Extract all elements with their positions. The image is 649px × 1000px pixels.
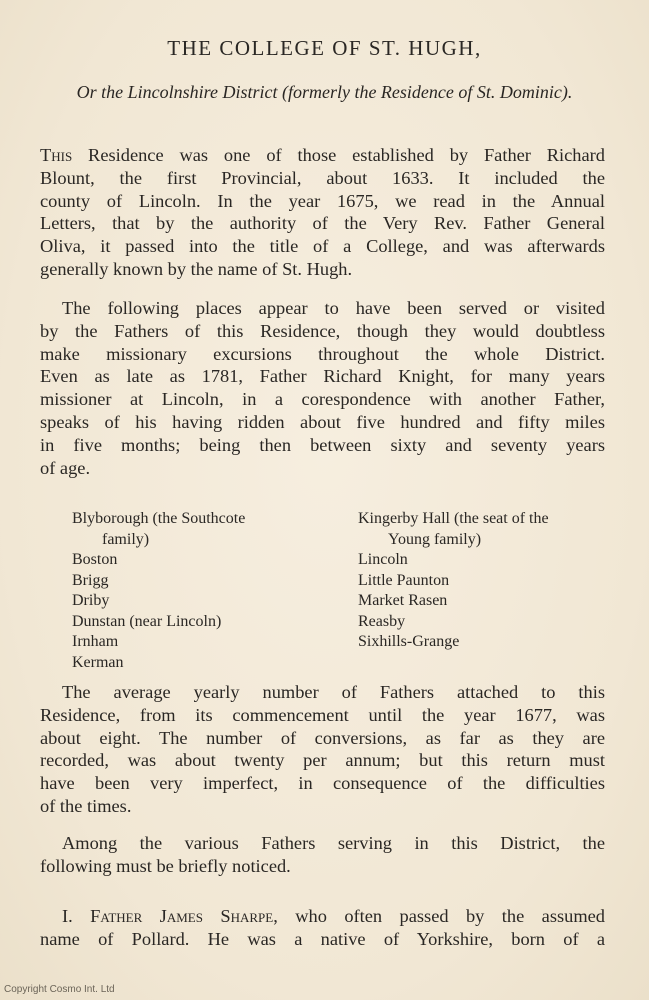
text-line: The average yearly number of Fathers attached to this — [62, 682, 605, 702]
text-line: of age. — [40, 457, 91, 478]
text-line: county of Lincoln. In the year 1675, we read in the Annual — [40, 190, 605, 211]
places-column-left — [72, 509, 302, 673]
text-line: in five months; being then between sixty and seventy years — [40, 434, 605, 455]
paragraph-sharpe — [40, 905, 605, 951]
drop-word: This — [40, 145, 73, 165]
text-line: about eight. The number of conversions, as far as they are — [40, 727, 605, 748]
text-line: speaks of his having ridden about five hundred and fifty miles — [40, 411, 605, 432]
drop-word: I. Father James Sharpe, — [62, 906, 278, 926]
text-line: following must be briefly noticed. — [40, 855, 291, 876]
text-line: name of Pollard. He was a native of Yorkshire, born of a — [40, 928, 605, 949]
place-item: Little Paunton — [358, 571, 450, 589]
text-line: Residence, from its commencement until the year 1677, was — [40, 704, 605, 725]
copyright-watermark: Copyright Cosmo Int. Ltd — [4, 984, 115, 995]
line-text: Residence was one of those established by Father Richard — [88, 145, 605, 165]
place-item: Kerman — [72, 653, 124, 671]
paragraph-places-intro — [40, 297, 605, 479]
text-line — [40, 144, 605, 167]
place-item: Market Rasen — [358, 592, 448, 609]
text-line: The following places appear to have been served or visited — [62, 298, 605, 318]
place-item: Sixhills-Grange — [358, 633, 460, 650]
text-line: Letters, that by the authority of the Very Rev. Father General — [40, 213, 605, 234]
line-text: who often passed by the assumed — [295, 906, 605, 926]
paragraph-numbers — [40, 681, 605, 818]
text-line: generally known by the name of St. Hugh. — [40, 258, 353, 279]
places-column-right — [358, 509, 613, 653]
text-line: Oliva, it passed into the title of a College, and was afterwards — [40, 236, 605, 257]
place-item: Boston — [72, 551, 118, 568]
text-line: recorded, was about twenty per annum; but this return must — [40, 750, 605, 771]
place-item: Lincoln — [358, 551, 408, 568]
text-line: Among the various Fathers serving in this District, the — [62, 833, 605, 853]
place-item: Kingerby Hall (the seat of the — [358, 510, 549, 527]
text-line: of the times. — [40, 795, 132, 816]
paragraph-fathers — [40, 832, 605, 878]
place-item: Young family) — [388, 530, 482, 548]
place-item: Dunstan (near Lincoln) — [72, 612, 222, 630]
text-line: make missionary excursions throughout the whole District. — [40, 343, 605, 364]
place-item: Driby — [72, 592, 110, 609]
text-line: missioner at Lincoln, in a corespondence with another Father, — [40, 389, 605, 410]
place-item: Reasby — [358, 612, 406, 630]
chapter-title: THE COLLEGE OF ST. HUGH, — [167, 36, 482, 60]
text-line: Even as late as 1781, Father Richard Knight, for many years — [40, 366, 605, 387]
text-line: have been very imperfect, in consequence of the difficulties — [40, 773, 605, 794]
place-item: Brigg — [72, 571, 109, 589]
text-line — [40, 905, 605, 928]
chapter-subtitle: Or the Lincolnshire District (formerly the Residence of St. Dominic). — [76, 82, 573, 102]
paragraph-intro — [40, 144, 605, 281]
text-line: Blount, the first Provincial, about 1633. It included the — [40, 167, 605, 188]
place-item: Blyborough (the Southcote — [72, 510, 246, 527]
place-item: family) — [102, 530, 150, 548]
text-line: by the Fathers of this Residence, though they would doubtless — [40, 320, 605, 341]
place-item: Irnham — [72, 633, 119, 650]
